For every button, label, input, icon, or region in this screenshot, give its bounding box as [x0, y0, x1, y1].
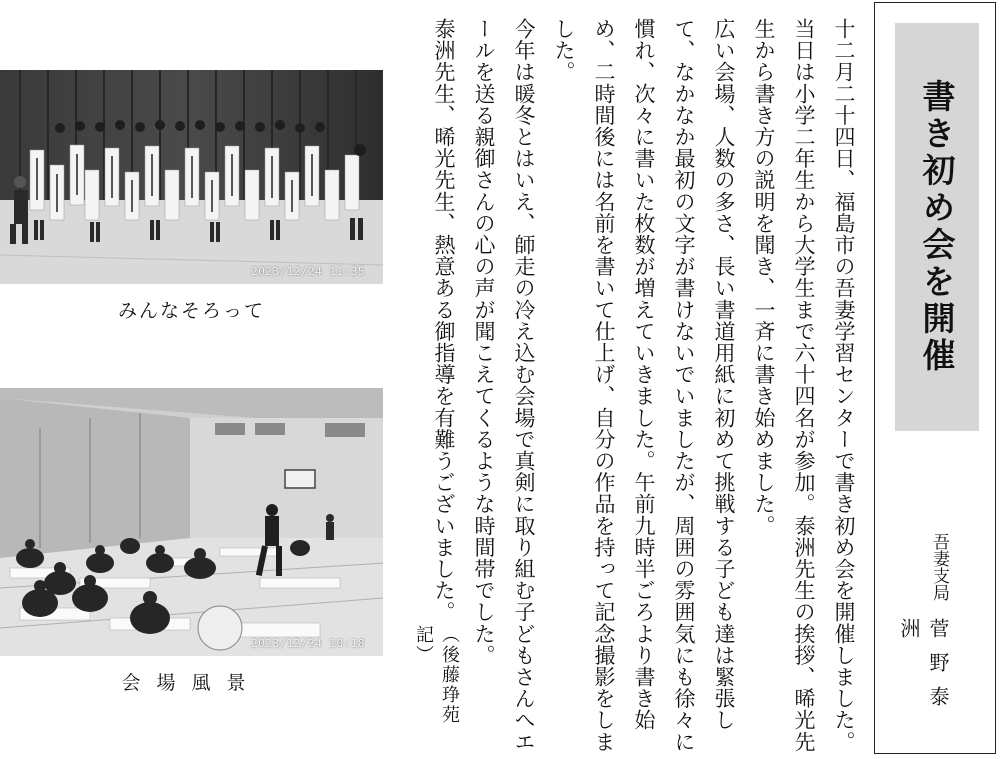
article-title: 書き初め会を開催 — [917, 79, 957, 375]
title-band — [895, 23, 979, 431]
article-body — [424, 18, 864, 753]
branch-name: 吾妻支局 — [929, 533, 949, 601]
venue-photo — [0, 388, 383, 656]
paragraph-3: 今年は暖冬とはいえ、師走の冷え込む会場で真剣に取り組む子どもさんへエールを送る親御さんの心の声が聞こえてくるような時間帯でした。 — [472, 18, 536, 753]
paragraph-2: 広い会場、人数の多さ、長い書道用紙に初めて挑戦する子ども達は緊張して、なかなか最初の文字が書けないでいましたが、周囲の雰囲気にも徐々に慣れ、次々に書いた枚数が増えていきました。午前九時半ごろより書き始め、二時間後には名前を書いて仕上げ、自分の作品を持って記念撮影をしました。 — [552, 18, 736, 753]
author-name: 菅野泰洲 — [897, 618, 950, 720]
group-photo — [0, 70, 383, 284]
paragraph-4: 泰洲先生、晞光先生、熱意ある御指導を有難うございました。 — [432, 18, 456, 623]
group-photo-image — [0, 70, 383, 284]
photo-timestamp: 2023/12/24 11:35 — [251, 265, 365, 278]
title-box — [874, 2, 996, 754]
photo-timestamp: 2023/12/24 10:18 — [251, 637, 365, 650]
venue-photo-caption: 会場風景 — [121, 672, 262, 694]
paragraph-1: 十二月二十四日、福島市の吾妻学習センターで書き初め会を開催しました。当日は小学二年生から大学生まで六十四名が参加。泰洲先生の挨拶、晞光先生から書き方の説明を聞き、一斉に書き始めました。 — [752, 18, 856, 753]
venue-photo-image — [0, 388, 383, 656]
signature: （後藤琤苑 記） — [413, 625, 460, 745]
group-photo-caption: みんなそろって — [117, 300, 265, 322]
